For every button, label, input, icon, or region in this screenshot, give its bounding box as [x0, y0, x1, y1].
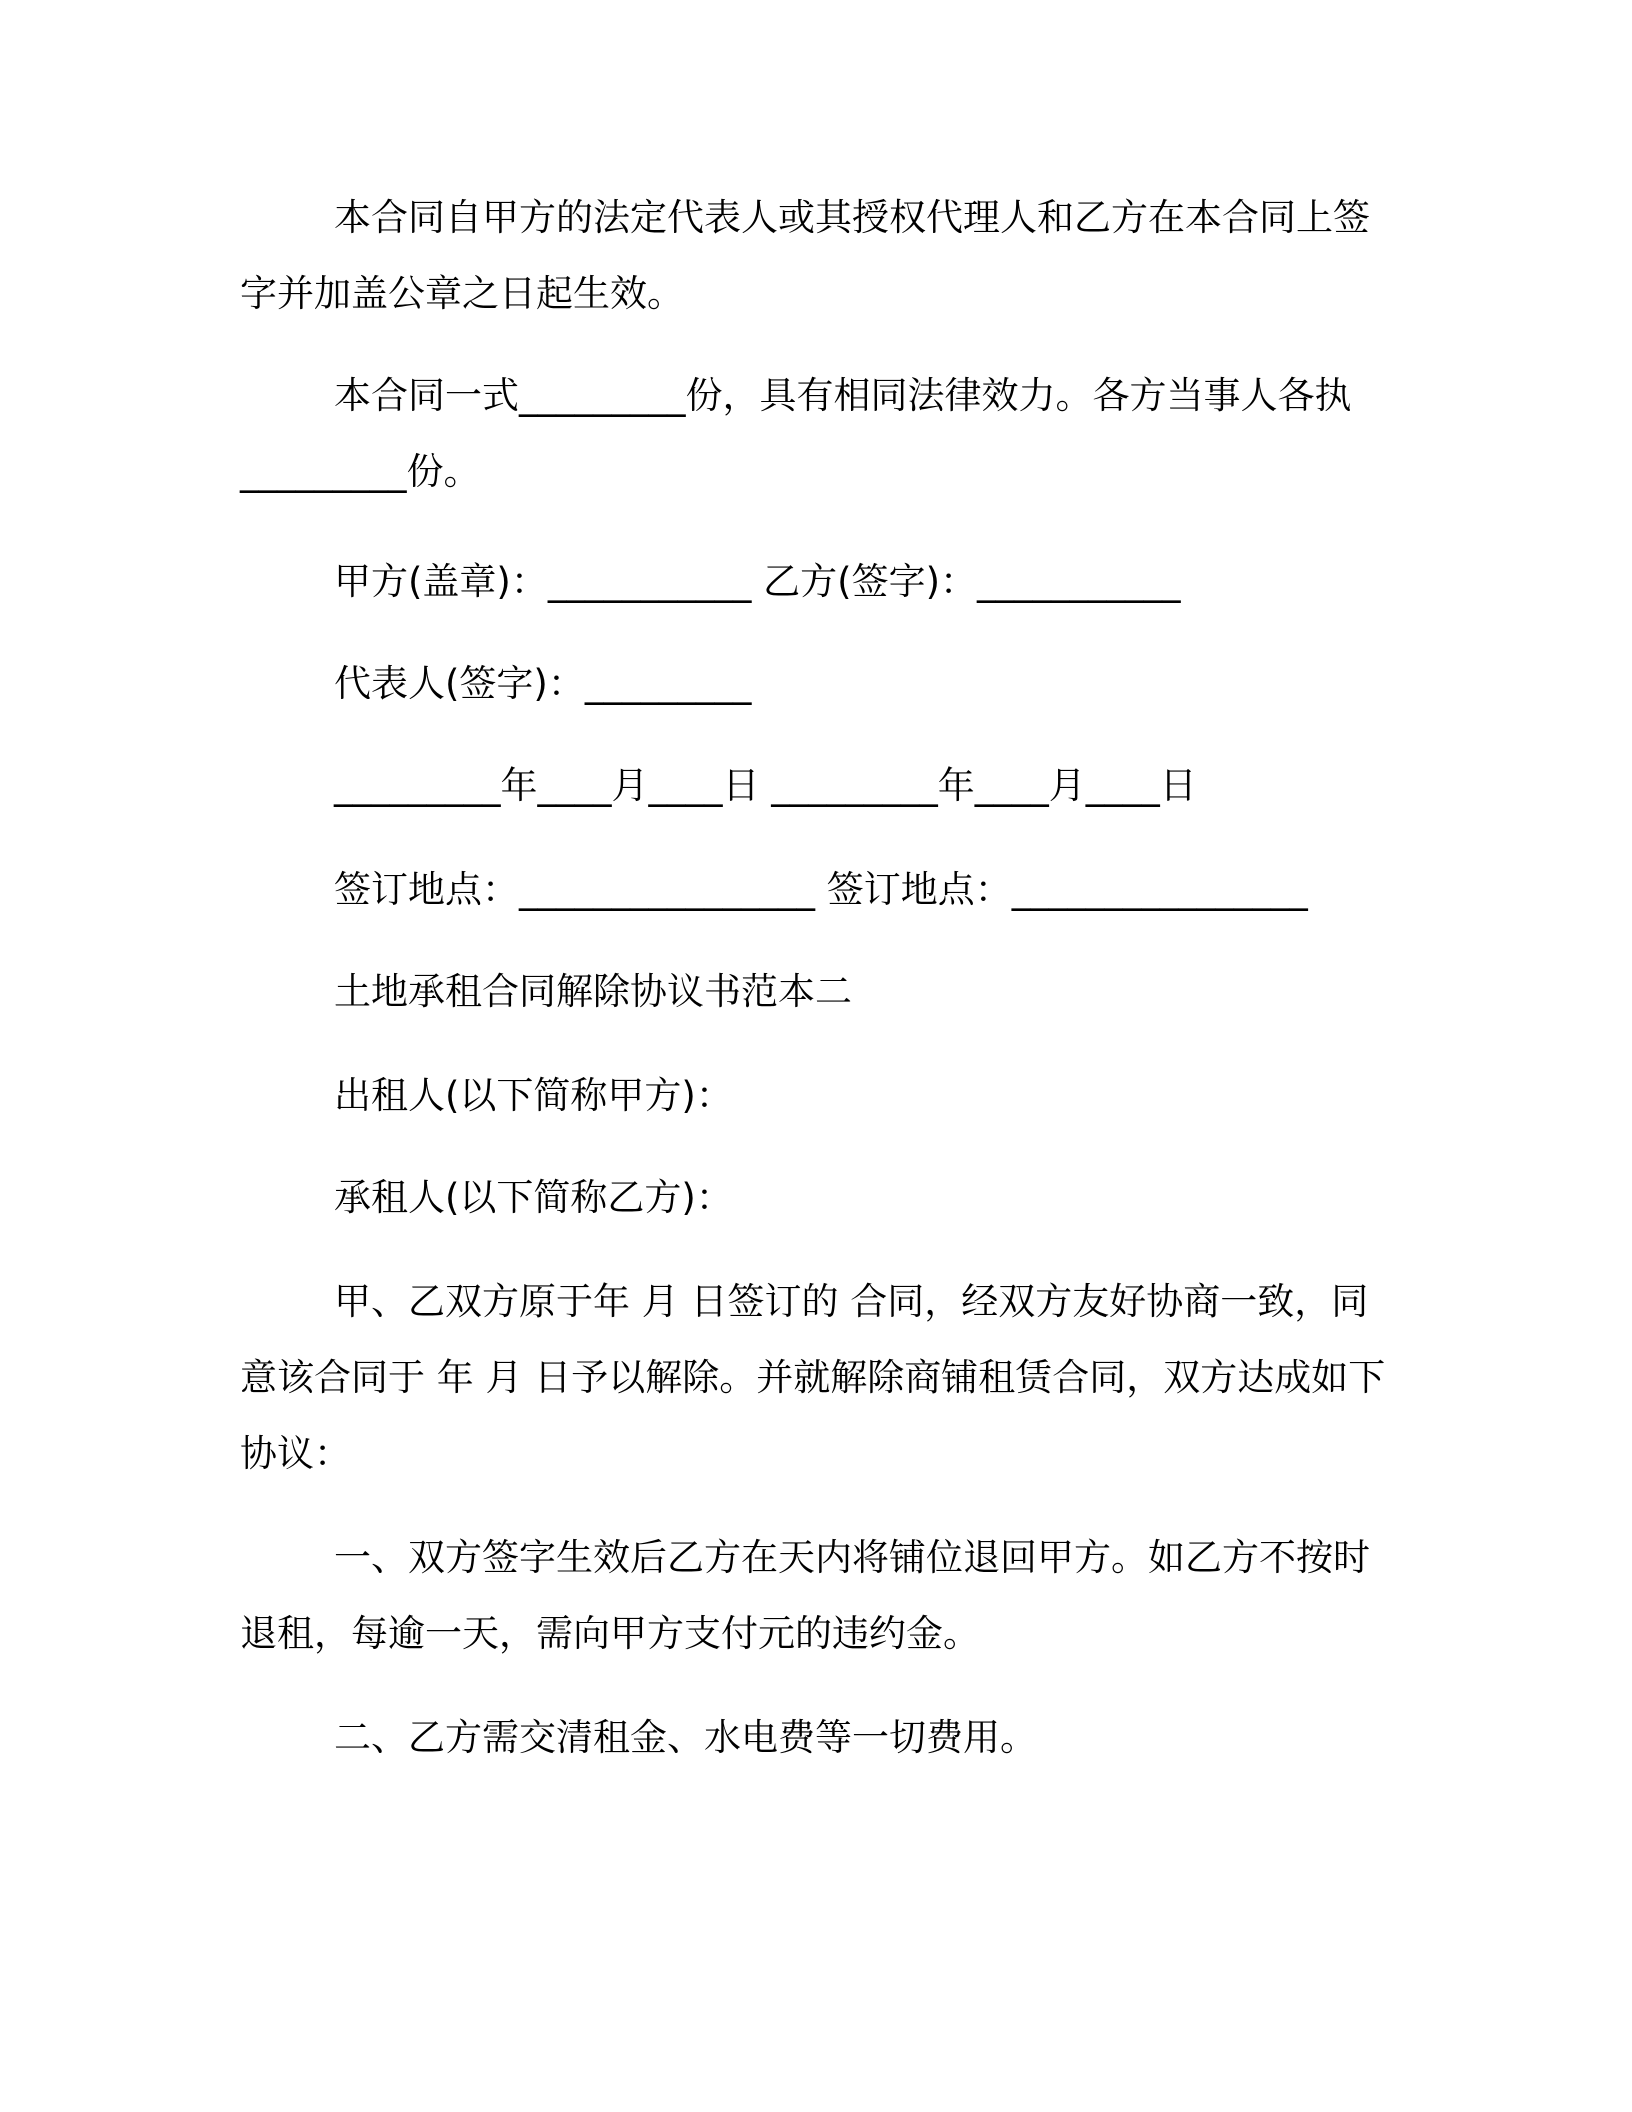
- paragraph-effective-line-2: 字并加盖公章之日起生效。: [240, 272, 684, 315]
- paragraph-agreement-line-3: 协议：: [240, 1432, 351, 1475]
- clause-one-line-1: 一、双方签字生效后乙方在天内将铺位退回甲方。如乙方不按时: [334, 1536, 1370, 1579]
- clause-one-line-2: 退租，每逾一天，需向甲方支付元的违约金。: [240, 1612, 980, 1655]
- paragraph-copies-line-1: 本合同一式_________份，具有相同法律效力。各方当事人各执: [334, 374, 1352, 417]
- paragraph-copies-line-2: _________份。: [240, 450, 481, 493]
- date-line: _________年____月____日 _________年____月____日: [334, 764, 1197, 807]
- signing-location-line: 签订地点：________________ 签订地点：________________: [334, 868, 1308, 911]
- representative-signature-line: 代表人(签字)：_________: [334, 662, 752, 705]
- clause-two-line: 二、乙方需交清租金、水电费等一切费用。: [334, 1716, 1037, 1759]
- paragraph-agreement-line-1: 甲、乙双方原于年 月 日签订的 合同，经双方友好协商一致，同: [334, 1280, 1369, 1323]
- lessor-line: 出租人(以下简称甲方)：: [334, 1074, 733, 1117]
- signature-parties-line: 甲方(盖章)：___________ 乙方(签字)：___________: [334, 560, 1181, 603]
- paragraph-agreement-line-2: 意该合同于 年 月 日予以解除。并就解除商铺租赁合同，双方达成如下: [240, 1356, 1386, 1399]
- section-title: 土地承租合同解除协议书范本二: [334, 970, 852, 1013]
- lessee-line: 承租人(以下简称乙方)：: [334, 1176, 733, 1219]
- paragraph-effective-line-1: 本合同自甲方的法定代表人或其授权代理人和乙方在本合同上签: [334, 196, 1370, 239]
